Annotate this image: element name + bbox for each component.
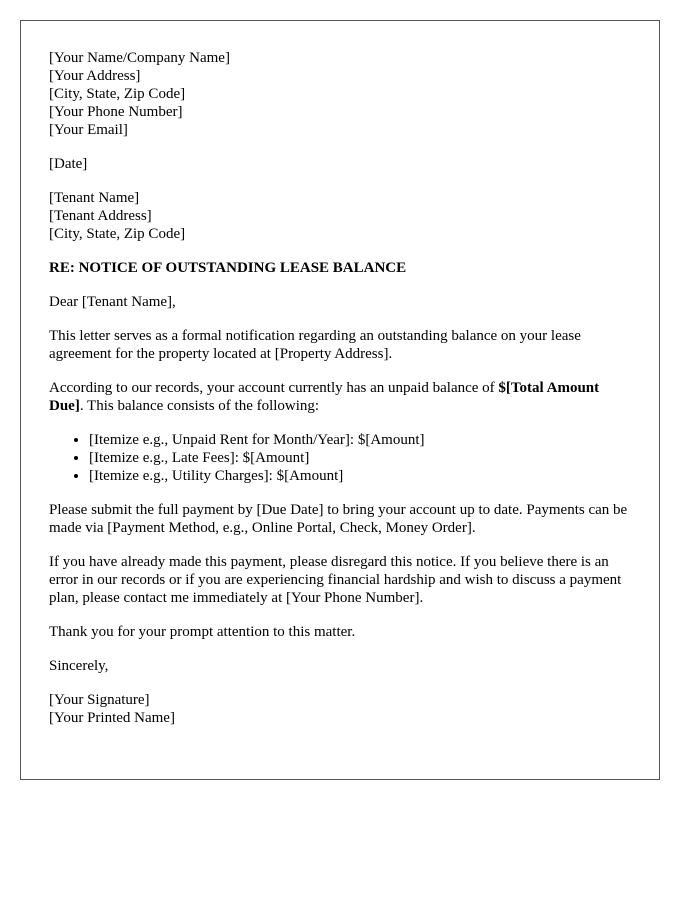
paragraph-payment: Please submit the full payment by [Due Date] to bring your account up to date. Payments can be made via [Payment Method, e.g., Online Portal, Check, Money Order]. (49, 502, 628, 536)
itemized-list (49, 431, 631, 485)
subject-line: RE: NOTICE OF OUTSTANDING LEASE BALANCE (49, 260, 407, 276)
signature-block (49, 691, 631, 727)
sender-name: [Your Name/Company Name] (49, 50, 230, 66)
recipient-city-state-zip: [City, State, Zip Code] (49, 226, 186, 242)
sender-email: [Your Email] (49, 122, 128, 138)
closing: Sincerely, (49, 658, 109, 674)
paragraph-disregard: If you have already made this payment, please disregard this notice. If you believe there is an error in our records or if you are experiencing financial hardship and wish to discuss a payment plan, please contact me immediately at [Your Phone Number]. (49, 554, 622, 606)
recipient-block (49, 189, 631, 243)
paragraph-balance (49, 379, 631, 415)
letter-page (20, 20, 660, 780)
signature: [Your Signature] (49, 692, 150, 708)
salutation: Dear [Tenant Name], (49, 294, 176, 310)
recipient-address: [Tenant Address] (49, 208, 152, 224)
letter-date: [Date] (49, 156, 88, 172)
sender-city-state-zip: [City, State, Zip Code] (49, 86, 186, 102)
recipient-name: [Tenant Name] (49, 190, 140, 206)
paragraph-notification: This letter serves as a formal notification regarding an outstanding balance on your lease agreement for the property located at [Property Address]. (49, 328, 581, 362)
paragraph-thanks: Thank you for your prompt attention to this matter. (49, 624, 356, 640)
list-item: • [Itemize e.g., Late Fees]: $[Amount] (89, 449, 631, 467)
sender-block (49, 49, 631, 139)
printed-name: [Your Printed Name] (49, 710, 175, 726)
balance-text-after: . This balance consists of the following: (79, 398, 320, 414)
list-item: • [Itemize e.g., Unpaid Rent for Month/Year]: $[Amount] (89, 431, 631, 449)
sender-address: [Your Address] (49, 68, 141, 84)
date-block (49, 155, 631, 173)
balance-text-before: According to our records, your account currently has an unpaid balance of (49, 380, 499, 396)
list-item: • [Itemize e.g., Utility Charges]: $[Amount] (89, 467, 631, 485)
total-amount-due: $[Total Amount Due] (49, 380, 600, 414)
sender-phone: [Your Phone Number] (49, 104, 183, 120)
